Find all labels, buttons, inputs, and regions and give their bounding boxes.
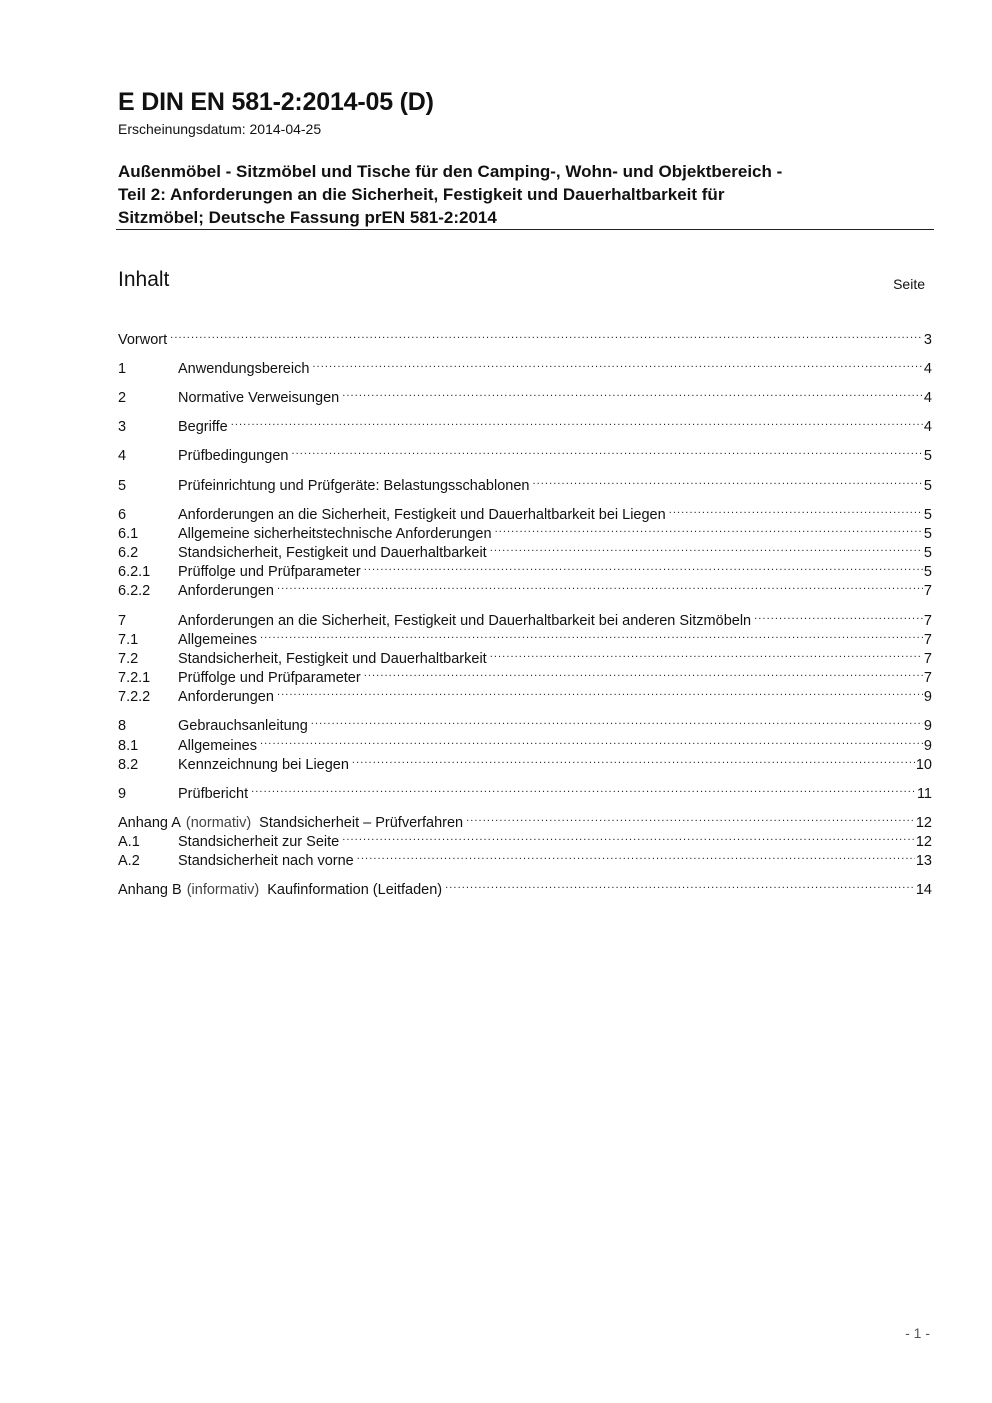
toc-entry-title: Prüfbericht <box>178 786 249 802</box>
toc-dot-leader <box>364 663 923 682</box>
toc-annex-label: Anhang A <box>118 815 181 831</box>
toc-entry-page: 5 <box>923 448 932 464</box>
toc-dot-leader <box>495 519 923 538</box>
toc-entry-page: 14 <box>915 882 932 898</box>
toc-entry-number: 9 <box>118 786 127 802</box>
toc-annex-type: (normativ) <box>185 815 252 831</box>
toc-entry-page: 12 <box>915 834 932 850</box>
page-number: - 1 - <box>905 1325 930 1341</box>
toc-entry-7-2-1[interactable] <box>118 663 932 686</box>
toc-entry-page: 5 <box>923 507 932 523</box>
toc-dot-leader <box>260 731 923 750</box>
toc-entry-6-2-1[interactable] <box>118 557 932 580</box>
toc-entry-page: 9 <box>923 689 932 705</box>
toc-entry-number: 6.2.2 <box>118 583 151 599</box>
toc-entry-title: Standsicherheit zur Seite <box>178 834 340 850</box>
toc-entry-page: 7 <box>923 613 932 629</box>
publication-date: Erscheinungsdatum: 2014-04-25 <box>118 121 322 137</box>
toc-entry-page: 7 <box>923 583 932 599</box>
toc-dot-leader <box>231 412 923 431</box>
toc-heading: Inhalt <box>118 268 170 291</box>
toc-entry-annex-b[interactable] <box>118 875 932 898</box>
toc-dot-leader <box>251 779 916 798</box>
toc-entry-title: Allgemeines <box>178 738 257 754</box>
toc-dot-leader <box>490 538 923 557</box>
toc-entry-title: Allgemeine sicherheitstechnische Anforderungen <box>178 526 492 542</box>
toc-entry-page: 10 <box>915 757 932 773</box>
toc-dot-leader <box>260 625 923 644</box>
toc-entry-page: 4 <box>923 361 932 377</box>
toc-entry-page: 7 <box>923 651 932 667</box>
toc-entry-title: Anforderungen an die Sicherheit, Festigkeit und Dauerhaltbarkeit bei anderen Sitzmöbeln <box>178 613 752 629</box>
toc-entry-title: Kennzeichnung bei Liegen <box>178 757 349 773</box>
toc-entry-number: 4 <box>118 448 127 464</box>
toc-entry-title: Prüfeinrichtung und Prüfgeräte: Belastungsschablonen <box>178 478 530 494</box>
toc-entry-page: 5 <box>923 526 932 542</box>
toc-entry-a-1[interactable] <box>118 827 932 850</box>
toc-dot-leader <box>277 576 923 595</box>
toc-entry-page: 7 <box>923 632 932 648</box>
toc-dot-leader <box>490 644 923 663</box>
toc-entry-page: 7 <box>923 670 932 686</box>
toc-entry-number: 6.2.1 <box>118 564 151 580</box>
toc-entry-page: 11 <box>916 786 932 802</box>
toc-dot-leader <box>342 827 915 846</box>
toc-annex-type: (informativ) <box>186 882 260 898</box>
title-line: Teil 2: Anforderungen an die Sicherheit, Festigkeit und Dauerhaltbarkeit für <box>118 185 725 204</box>
toc-entry-a-2[interactable] <box>118 846 932 869</box>
toc-entry-title: Anforderungen an die Sicherheit, Festigkeit und Dauerhaltbarkeit bei Liegen <box>178 507 666 523</box>
toc-entry-number: 7.2 <box>118 651 139 667</box>
toc-entry-vorwort[interactable] <box>118 325 932 348</box>
toc-entry-4[interactable] <box>118 441 932 464</box>
toc-entry-number: 8.2 <box>118 757 139 773</box>
toc-entry-6[interactable] <box>118 500 932 523</box>
toc-entry-title: Kaufinformation (Leitfaden) <box>267 882 443 898</box>
toc-entry-5[interactable] <box>118 471 932 494</box>
toc-entry-title: Anforderungen <box>178 689 274 705</box>
toc-entry-page: 13 <box>915 853 932 869</box>
toc-entry-number: 2 <box>118 390 127 406</box>
toc-entry-number: 7.1 <box>118 632 139 648</box>
toc-entry-7-1[interactable] <box>118 625 932 648</box>
title-line: Außenmöbel - Sitzmöbel und Tische für den Camping-, Wohn- und Objektbereich - <box>118 162 783 181</box>
toc-entry-title: Standsicherheit nach vorne <box>178 853 354 869</box>
toc-dot-leader <box>277 682 923 701</box>
toc-entry-title: Vorwort <box>118 332 168 348</box>
toc-dot-leader <box>170 325 923 344</box>
toc-entry-7-2[interactable] <box>118 644 932 667</box>
toc-entry-page: 5 <box>923 545 932 561</box>
toc-dot-leader <box>312 354 923 373</box>
title-divider <box>116 229 934 230</box>
toc-entry-number: 6.1 <box>118 526 139 542</box>
toc-dot-leader <box>669 500 923 519</box>
toc-dot-leader <box>754 606 923 625</box>
toc-dot-leader <box>445 875 915 894</box>
toc-entry-page: 4 <box>923 390 932 406</box>
toc-entry-number: 5 <box>118 478 127 494</box>
toc-entry-title: Standsicherheit – Prüfverfahren <box>259 815 464 831</box>
toc-entry-title: Prüfbedingungen <box>178 448 289 464</box>
toc-dot-leader <box>311 711 923 730</box>
toc-entry-number: 6 <box>118 507 127 523</box>
toc-entry-title: Normative Verweisungen <box>178 390 340 406</box>
toc-entry-number: 8 <box>118 718 127 734</box>
toc-dot-leader <box>352 750 915 769</box>
toc-entry-number: 1 <box>118 361 127 377</box>
toc-entry-3[interactable] <box>118 412 932 435</box>
document-id: E DIN EN 581-2:2014-05 (D) <box>118 88 434 116</box>
toc-entry-number: A.2 <box>118 853 140 869</box>
toc-entry-number: 6.2 <box>118 545 139 561</box>
toc-entry-page: 3 <box>923 332 932 348</box>
toc-entry-number: 3 <box>118 419 127 435</box>
toc-entry-8-1[interactable] <box>118 731 932 754</box>
toc-entry-6-2[interactable] <box>118 538 932 561</box>
toc-page-column-label: Seite <box>893 276 925 292</box>
toc-annex-label: Anhang B <box>118 882 182 898</box>
toc-entry-number: 7.2.1 <box>118 670 151 686</box>
toc-entry-title: Prüffolge und Prüfparameter <box>178 670 361 686</box>
toc-entry-1[interactable] <box>118 354 932 377</box>
toc-entry-number: 7.2.2 <box>118 689 151 705</box>
toc-entry-annex-a[interactable] <box>118 808 932 831</box>
toc-entry-title: Anwendungsbereich <box>178 361 310 377</box>
document-title <box>118 160 918 229</box>
toc-entry-page: 5 <box>923 564 932 580</box>
toc-entry-8[interactable] <box>118 711 932 734</box>
toc-dot-leader <box>532 471 922 490</box>
toc-entry-8-2[interactable] <box>118 750 932 773</box>
toc-dot-leader <box>364 557 923 576</box>
toc-entry-page: 9 <box>923 738 932 754</box>
toc-entry-7-2-2[interactable] <box>118 682 932 705</box>
toc-entry-page: 12 <box>915 815 932 831</box>
toc-entry-title: Gebrauchsanleitung <box>178 718 308 734</box>
toc-entry-title: Standsicherheit, Festigkeit und Dauerhaltbarkeit <box>178 545 487 561</box>
toc-entry-title: Allgemeines <box>178 632 257 648</box>
toc-entry-2[interactable] <box>118 383 932 406</box>
toc-entry-title: Standsicherheit, Festigkeit und Dauerhaltbarkeit <box>178 651 487 667</box>
toc-dot-leader <box>342 383 923 402</box>
toc-entry-6-1[interactable] <box>118 519 932 542</box>
toc-dot-leader <box>466 808 915 827</box>
title-line: Sitzmöbel; Deutsche Fassung prEN 581-2:2014 <box>118 208 497 227</box>
toc-entry-number: 7 <box>118 613 127 629</box>
toc-entry-6-2-2[interactable] <box>118 576 932 599</box>
toc-entry-9[interactable] <box>118 779 932 802</box>
toc-entry-number: 8.1 <box>118 738 139 754</box>
toc-entry-number: A.1 <box>118 834 140 850</box>
toc-entry-title: Begriffe <box>178 419 228 435</box>
toc-entry-7[interactable] <box>118 606 932 629</box>
toc-entry-page: 4 <box>923 419 932 435</box>
toc-dot-leader <box>357 846 915 865</box>
toc-dot-leader <box>291 441 922 460</box>
toc-entry-title: Prüffolge und Prüfparameter <box>178 564 361 580</box>
toc-entry-page: 5 <box>923 478 932 494</box>
toc-entry-title: Anforderungen <box>178 583 274 599</box>
toc-entry-page: 9 <box>923 718 932 734</box>
